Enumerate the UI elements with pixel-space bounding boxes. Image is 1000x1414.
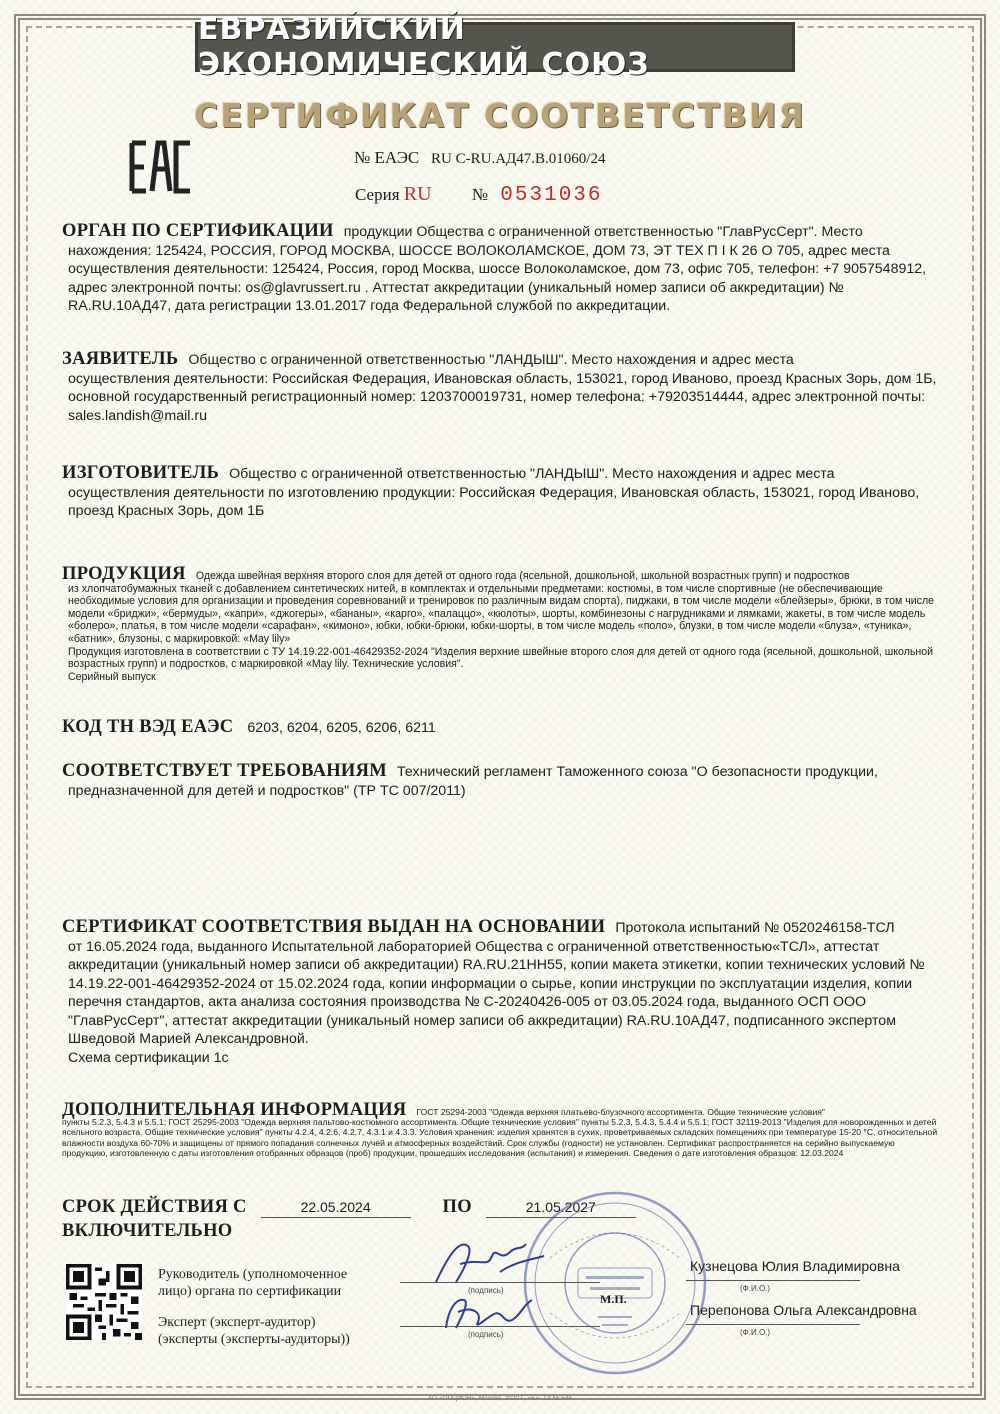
- series-label: Серия: [355, 185, 400, 204]
- series-line: [355, 183, 603, 207]
- head-signature-line: [400, 1282, 600, 1283]
- document-title: СЕРТИФИКАТ СООТВЕТСТВИЯ: [194, 96, 806, 135]
- tnved-heading: КОД ТН ВЭД ЕАЭС: [62, 717, 234, 737]
- expert-signature-caption: (подпись): [468, 1330, 504, 1339]
- requirements-text-first: Технический регламент Таможенного союза "О безопасности продукции,: [397, 764, 878, 780]
- product-heading: ПРОДУКЦИЯ: [62, 564, 186, 584]
- head-name-caption: (Ф.И.О.): [740, 1284, 771, 1293]
- certification-scheme: Схема сертификации 1с: [68, 1049, 229, 1066]
- applicant-section: [62, 350, 938, 425]
- union-title: ЕВРАЗИЙСКИЙ ЭКОНОМИЧЕСКИЙ СОЮЗ: [198, 12, 650, 82]
- product-serial: Серийный выпуск: [68, 670, 156, 683]
- expert-signature-line: [400, 1326, 600, 1327]
- additional-info-heading: ДОПОЛНИТЕЛЬНАЯ ИНФОРМАЦИЯ: [62, 1100, 407, 1120]
- certification-body-section: [62, 222, 938, 316]
- tnved-section: [62, 718, 938, 738]
- product-text-first: Одежда швейная верхняя второго слоя для детей от одного года (ясельной, дошкольной, школьной возрастных групп) и подростков: [195, 570, 850, 582]
- manufacturer-text-first: Общество с ограниченной ответственностью "ЛАНДЫШ". Место нахождения и адрес места: [229, 466, 835, 482]
- head-name-line: [686, 1280, 860, 1281]
- manufacturer-text: осуществления деятельности по изготовлению продукции: Российская Федерация, Ивановская область, 153021, город Иваново, проезд Красных Зорь, дом 1Б: [68, 484, 920, 519]
- number-value: RU С-RU.АД47.В.01060/24: [431, 151, 606, 167]
- stamp-place-label: М.П.: [600, 1292, 627, 1306]
- head-role: [158, 1266, 347, 1300]
- validity-inclusive: ВКЛЮЧИТЕЛЬНО: [62, 1220, 233, 1241]
- validity-from-heading: СРОК ДЕЙСТВИЯ С: [62, 1197, 247, 1217]
- head-signature-caption: (подпись): [468, 1286, 504, 1295]
- blank-number: 0531036: [500, 184, 603, 207]
- additional-info-text: пункты 5.2.3, 5.4.3 и 5.5.1; ГОСТ 25295-2003 "Одежда верхняя пальтово-костюмного ассортимента. Общие технические условия" пункты 5.2.3, 5.4.3, 5.4.4 и 5.5.1; ГОСТ 32119-2013 "Изделия для новорожденных и детей ясельного возраста. Общие технические условия" пункты 4.2.4, 4.2.6, 4.2.7, 4.3.1 и 4.3.3. Условия хранения: изделия хранятся в сухих, проветриваемых складских помещениях при температуре 15-20 °С, относительной влажности воздуха 60-70% и защищены от прямого попадания солнечных лучей и атмосферных воздействий. Срок службы (годности) не установлен. Сертификат распространяется на серийно выпускаемую продукцию, изготовленную с даты изготовления отобранных образцов (проб) продукции, прошедших исследования (испытания) и измерения. Сведения о дате изготовления образцов: 12.03.2024: [62, 1117, 938, 1158]
- certification-body-text: нахождения: 125424, РОССИЯ, ГОРОД МОСКВА, ШОССЕ ВОЛОКОЛАМСКОЕ, ДОМ 73, ЭТ ТЕХ П I К 26 О 705, адрес места осуществления деятельности: 125424, Россия, город Москва, шоссе Волоколамское, дом 73, офис 705, телефон: +7 9057548912, адрес электронной почты: os@glavrussert.ru . Аттестат аккредитации (уникальный номер записи об аккредитации) № RA.RU.10АД47, дата регистрации 13.01.2017 года Федеральной службой по аккредитации.: [68, 242, 927, 314]
- basis-text: от 16.05.2024 года, выданного Испытательной лабораторией Общества с ограниченной ответственностью«ТСЛ», аттестат аккредитации (уникальный номер записи об аккредитации) RA.RU.21НН55, копии макета этикетки, копии технических условий № 14.19.22-001-46429352-2024 от 15.02.2024 года, копии информации о сырье, копии инструкции по эксплуатации изделия, копии перечня стандартов, акта анализа состояния производства № С-20240426-005 от 03.05.2024 года, выданного ОСП ООО "ГлавРусСерт", аттестат аккредитации (уникальный номер записи об аккредитации) RA.RU.10АД47, подписанного экспертом Шведовой Марией Александровной.: [68, 938, 925, 1047]
- validity-date-to: 21.05.2027: [486, 1198, 636, 1218]
- basis-text-first: Протокола испытаний № 0520246158-ТСЛ: [615, 920, 895, 936]
- manufacturer-heading: ИЗГОТОВИТЕЛЬ: [62, 463, 220, 483]
- applicant-text: осуществления деятельности: Российская Федерация, Ивановская область, 153021, город Иваново, проезд Красных Зорь, дом 1Б, основной государственный регистрационный номер: 1203700019731, номер телефона: +79203514444, адрес электронной почты: sales.landish@mail.ru: [68, 370, 937, 424]
- blank-number-label: №: [471, 185, 489, 204]
- qr-code-icon: [66, 1264, 142, 1340]
- applicant-text-first: Общество с ограниченной ответственностью "ЛАНДЫШ". Место нахождения и адрес места: [188, 352, 794, 368]
- requirements-section: [62, 762, 938, 800]
- basis-heading: СЕРТИФИКАТ СООТВЕТСТВИЯ ВЫДАН НА ОСНОВАНИИ: [62, 917, 606, 937]
- requirements-text: предназначенной для детей и подростков" (ТР ТС 007/2011): [68, 782, 466, 799]
- expert-role-line-2: (эксперты (эксперты-аудиторы)): [158, 1332, 350, 1347]
- certification-body-heading: ОРГАН ПО СЕРТИФИКАЦИИ: [62, 221, 334, 241]
- additional-info-text-first: ГОСТ 25294-2003 "Одежда верхняя платьево-блузочного ассортимента. Общие технические условия": [416, 1107, 825, 1117]
- product-section: [62, 564, 938, 683]
- expert-name: Перепонова Ольга Александровна: [690, 1302, 917, 1318]
- validity-to-heading: ПО: [442, 1197, 472, 1217]
- product-standard: Продукция изготовлена в соответствии с ТУ 14.19.22-001-46429352-2024 "Изделия верхние швейные второго слоя для детей от одного года (ясельной, дошкольной, школьной возрастных групп) и подростков, с маркировкой «May lily. Технические условия".: [68, 645, 934, 671]
- expert-role: [158, 1314, 350, 1348]
- head-role-line-1: Руководитель (уполномоченное: [158, 1267, 348, 1282]
- series-value: RU: [403, 183, 432, 205]
- number-label: № ЕАЭС: [354, 148, 420, 167]
- expert-name-line: [686, 1324, 860, 1325]
- validity-date-from: 22.05.2024: [261, 1198, 411, 1218]
- certification-body-text-first: продукции Общества с ограниченной ответственностью "ГлавРусСерт". Место: [343, 224, 863, 240]
- head-signature-icon: [430, 1232, 550, 1292]
- eac-logo-icon: [128, 135, 192, 199]
- product-text: из хлопчатобумажных тканей с добавлением синтетических нитей, в комплектах и отдельными предметами: костюмы, в том числе спортивные (не обеспечивающие необходимые условия для организации и проведения соревнований и тренировок по различным видам спорта), пиджаки, в том числе модели «блейзеры», брюки, в том числе модели «бриджи», «бермуды», «капри», «джогеры», «бананы», «карго», «палаццо», «кюлоты», шорты, комбинезоны с нагрудниками и лямками, жакеты, в том числе модель «болеро», платья, в том числе модели «сарафан», «кимоно», юбки, юбки-брюки, юбки-шорты, в том числе модель «поло», блузки, в том числе модели «блуза», «туника», «батник», блузоны, с маркировкой: «May lily»: [68, 582, 935, 645]
- expert-role-line-1: Эксперт (эксперт-аудитор): [158, 1315, 316, 1330]
- printer-imprint: АО «ОПЦИОН», Москва, 2020 г., «Б». ТЗ № 545: [427, 1395, 573, 1402]
- applicant-heading: ЗАЯВИТЕЛЬ: [62, 349, 179, 369]
- expert-name-caption: (Ф.И.О.): [740, 1328, 771, 1337]
- additional-info-section: [62, 1100, 938, 1158]
- certificate-number: [354, 148, 605, 168]
- requirements-heading: СООТВЕТСТВУЕТ ТРЕБОВАНИЯМ: [62, 761, 388, 781]
- head-role-line-2: лицо) органа по сертификации: [158, 1284, 342, 1299]
- manufacturer-section: [62, 464, 938, 521]
- tnved-codes: 6203, 6204, 6205, 6206, 6211: [247, 720, 436, 736]
- basis-section: [62, 918, 938, 1067]
- union-banner: [195, 12, 795, 82]
- head-name: Кузнецова Юлия Владимировна: [690, 1258, 900, 1274]
